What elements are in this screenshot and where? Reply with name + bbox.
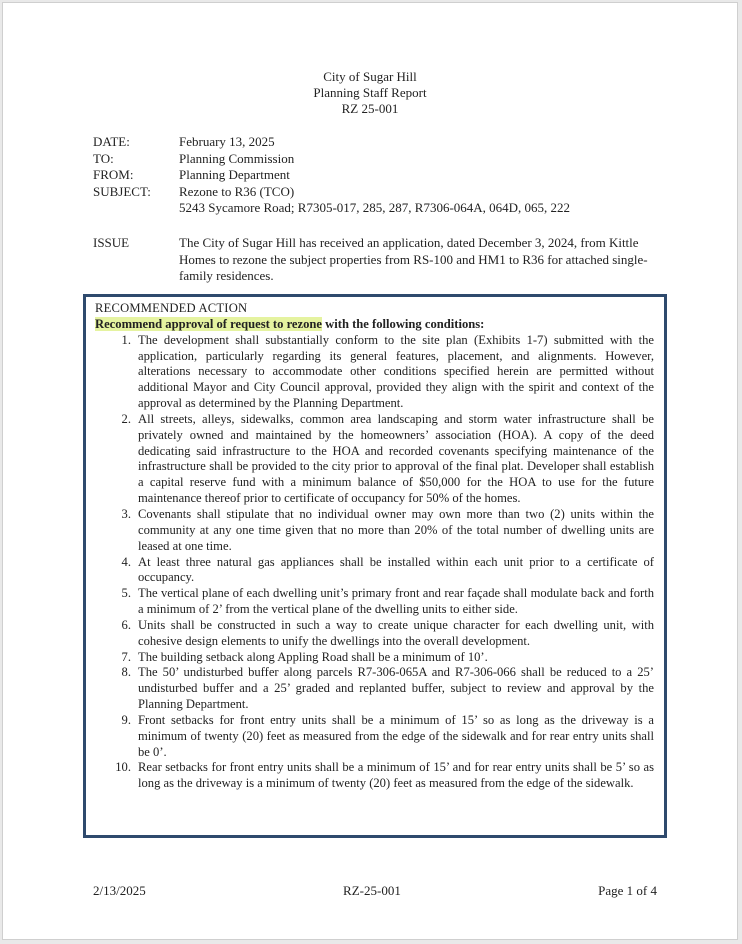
header-case-number: RZ 25-001 (341, 101, 399, 116)
condition-item (95, 586, 654, 618)
condition-number: 8. (121, 665, 131, 680)
highlighted-recommendation: Recommend approval of request to rezone (95, 316, 323, 331)
memo-to-row (93, 151, 653, 168)
condition-text: Covenants shall stipulate that no individual owner may own more than two (2) units within the community at any one time given that no more than 20% of the total number of dwelling units are leased at one time. (138, 506, 654, 553)
condition-text: The building setback along Appling Road shall be a minimum of 10’. (138, 649, 488, 664)
date-label: DATE: (93, 134, 130, 149)
subject-value (179, 184, 653, 217)
issue-text: The City of Sugar Hill has received an application, dated December 3, 2024, from Kittle Homes to rezone the subject properties from RS-100 and HM1 to R36 for attached single-family residences. (179, 235, 648, 283)
subject-line-2: 5243 Sycamore Road; R7305-017, 285, 287, R7306-064A, 064D, 065, 222 (179, 200, 571, 215)
condition-item (95, 507, 654, 555)
header-city: City of Sugar Hill (323, 69, 417, 84)
document-page (2, 2, 738, 940)
issue-label: ISSUE (93, 235, 130, 250)
condition-text: The 50’ undisturbed buffer along parcels R7-306-065A and R7-306-066 shall be reduced to a 25’ undisturbed buffer and a 25’ graded and replanted buffer, subject to review and approval by the Planning Department. (138, 665, 654, 712)
condition-item (95, 412, 654, 507)
footer-case-number: RZ-25-001 (343, 883, 401, 898)
conditions-list (95, 333, 654, 792)
condition-item (95, 760, 654, 792)
to-label: TO: (93, 150, 114, 166)
memo-subject-row (93, 184, 653, 217)
condition-text: Units shall be constructed in such a way to create unique character for each dwelling unit, with cohesive design elements to unify the dwellings into the overall development. (138, 617, 654, 648)
condition-text: The vertical plane of each dwelling unit’s primary front and rear façade shall modulate back and forth a minimum of 2’ from the vertical plane of the dwelling units to either side. (138, 586, 654, 617)
to-value: Planning Commission (179, 150, 295, 166)
recommended-action-box (83, 294, 667, 838)
condition-number: 5. (121, 586, 131, 601)
condition-item (95, 665, 654, 713)
condition-item (95, 333, 654, 412)
from-label: FROM: (93, 167, 134, 182)
memo-from-row (93, 167, 653, 184)
recommendation-conditions-intro: with the following conditions: (322, 316, 485, 331)
condition-number: 7. (121, 649, 131, 664)
header-report-type: Planning Staff Report (313, 85, 427, 100)
from-value: Planning Department (179, 167, 290, 182)
condition-item (95, 650, 654, 666)
date-value: February 13, 2025 (179, 134, 275, 149)
condition-text: At least three natural gas appliances shall be installed within each unit prior to a certificate of occupancy. (138, 554, 654, 585)
report-header (3, 69, 737, 117)
condition-text: Front setbacks for front entry units shall be a minimum of 15’ so as long as the driveway is a minimum of twenty (20) feet as measured from the edge of the sidewalk and for rear entry units shall be 0’. (138, 712, 654, 759)
condition-item (95, 555, 654, 587)
recommended-action-title: RECOMMENDED ACTION (95, 301, 248, 315)
subject-label: SUBJECT: (93, 183, 151, 199)
condition-text: All streets, alleys, sidewalks, common area landscaping and storm water infrastructure shall be privately owned and maintained by the homeowners’ association (HOA). A copy of the deed dedicating said infrastructure to the HOA and recorded covenants specifying maintenance of the infrastructure shall be provided to the city prior to approval of the final plat. Developer shall establish a capital reserve fund with a minimum balance of $50,000 for the HOA to use for the future maintenance thereof prior to certificate of occupancy for 50% of the homes. (138, 411, 654, 506)
recommendation-statement (95, 317, 654, 333)
memo-date-row (93, 134, 653, 151)
issue-block (93, 235, 653, 285)
subject-line-1: Rezone to R36 (TCO) (179, 183, 295, 199)
condition-number: 4. (121, 554, 131, 569)
page-footer (93, 883, 657, 899)
condition-number: 9. (121, 712, 131, 727)
footer-page-number: Page 1 of 4 (598, 883, 657, 898)
footer-date: 2/13/2025 (93, 883, 146, 898)
condition-number: 10. (115, 760, 131, 775)
condition-number: 6. (121, 617, 131, 632)
condition-number: 1. (121, 332, 131, 347)
condition-item (95, 713, 654, 761)
condition-text: Rear setbacks for front entry units shall be a minimum of 15’ and for rear entry units shall be 5’ so as long as the driveway is a minimum of twenty (20) feet as measured from the edge of the sidewalk. (138, 760, 654, 791)
memo-block (93, 134, 653, 217)
condition-number: 3. (121, 506, 131, 521)
condition-item (95, 618, 654, 650)
condition-number: 2. (121, 411, 131, 426)
condition-text: The development shall substantially conform to the site plan (Exhibits 1-7) submitted with the application, particularly regarding its general features, placement, and alignments. However, alterations necessary to accommodate other conditions specified herein are permitted without additional Mayor and City Council approval, provided they align with the spirit and context of the approval as determined by the Planning Department. (138, 332, 654, 411)
